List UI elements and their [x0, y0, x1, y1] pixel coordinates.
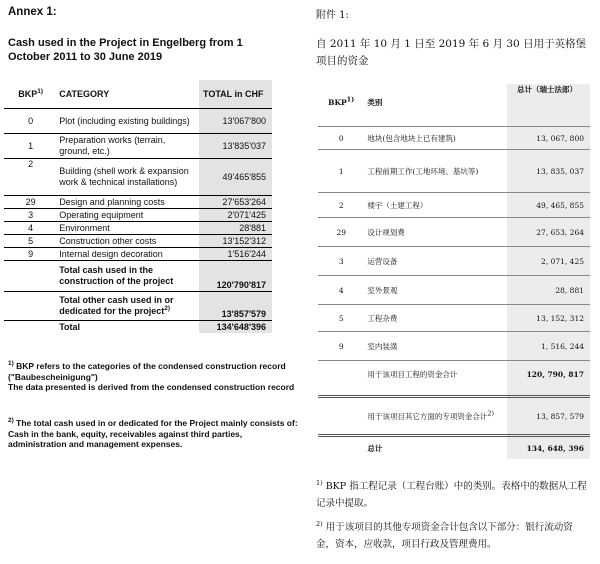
cash-table-zh — [318, 84, 590, 459]
table-row: 2 Building (shell work & expansion work & technical installations) 49'465'855 — [4, 159, 272, 196]
table-row: 3 Operating equipment 2'071'425 — [4, 209, 272, 222]
footnote-1-zh: $^{1)}$ BKP 指工程记录（工程台账）中的类别。表格中的数据从工程记录中提取。 — [316, 478, 587, 509]
table-row: 29 Design and planning costs 27'653'264 — [4, 196, 272, 209]
table-row: 29 设计规划费 27, 653, 264 — [318, 218, 590, 247]
table-row: 1 工程前期工作(工地环境、基坑等) 13, 835, 037 — [318, 150, 590, 193]
header-total: 总计（瑞士法郎） — [507, 84, 590, 120]
table-row: 9 Internal design decoration 1'516'244 — [4, 248, 272, 261]
footnote-2-zh: $^{2)}$ 用于该项目的其他专项资金合计包含以下部分：银行流动资金，资本，应收款，项目行政及管理费用。 — [316, 519, 573, 550]
total-other-row: 用于该项目其它方面的专项资金合计$^{2)}$ 13, 857, 579 — [318, 397, 590, 436]
cash-table-en — [4, 80, 272, 333]
header-bkp: BKP$^{1)}$ — [18, 87, 43, 99]
table-row — [318, 387, 590, 397]
total-other-row: Total other cash used in or dedicated for the project$^{2)}$ 13'857'579 — [4, 292, 272, 321]
header-total: TOTAL in CHF — [199, 80, 272, 109]
footnote-2-en: $^{2)}$ The total cash used in or dedicated for the Project mainly consists of: Cash in the bank, equity, receivables against third parties, administration and management expenses. — [8, 417, 298, 449]
total-construction-row: Total cash used in the construction of the project 120'790'817 — [4, 261, 272, 292]
table-row: 9 室内装潢 1, 516, 244 — [318, 332, 590, 361]
table-header-row — [4, 80, 272, 109]
table-row: 5 工程杂费 13, 152, 312 — [318, 305, 590, 332]
grand-total-row: 总计 134, 648, 396 — [318, 436, 590, 460]
table-row: 1 Preparation works (terrain, ground, etc.) 13'835'037 — [4, 134, 272, 159]
footnote-1-en: $^{1)}$ BKP refers to the categories of the condensed construction record ("Baubescheinigung") The data presented is derived from the condensed construction record — [8, 360, 295, 392]
header-bkp: BKP$^{1)}$ — [328, 95, 355, 107]
header-category: 类别 — [367, 97, 383, 107]
table-row: 4 室外景观 28, 881 — [318, 276, 590, 305]
annex-heading-zh: 附件 1: — [316, 10, 349, 21]
table-row: 4 Environment 28'881 — [4, 222, 272, 235]
table-header-row — [318, 84, 590, 120]
grand-total-row: Total 134'648'396 — [4, 321, 272, 334]
table-row: 3 运营设备 2, 071, 425 — [318, 247, 590, 276]
header-category: CATEGORY — [59, 88, 110, 99]
annex-heading-en: Annex 1: — [8, 6, 57, 18]
document-title-zh: 自 2011 年 10 月 1 日至 2019 年 6 月 30 日用于英格堡项目的资金 — [316, 38, 587, 67]
table-row: 0 地块(包含地块上已有建筑) 13, 067, 800 — [318, 127, 590, 150]
table-row: 0 Plot (including existing buildings) 13'067'800 — [4, 109, 272, 134]
table-row: 5 Construction other costs 13'152'312 — [4, 235, 272, 248]
document-title-en: Cash used in the Project in Engelberg from 1 October 2011 to 30 June 2019 — [8, 37, 243, 63]
table-row: 2 楼宇（土建工程） 49, 465, 855 — [318, 193, 590, 218]
total-construction-row: 用于该项目工程的资金合计 120, 790, 817 — [318, 361, 590, 388]
